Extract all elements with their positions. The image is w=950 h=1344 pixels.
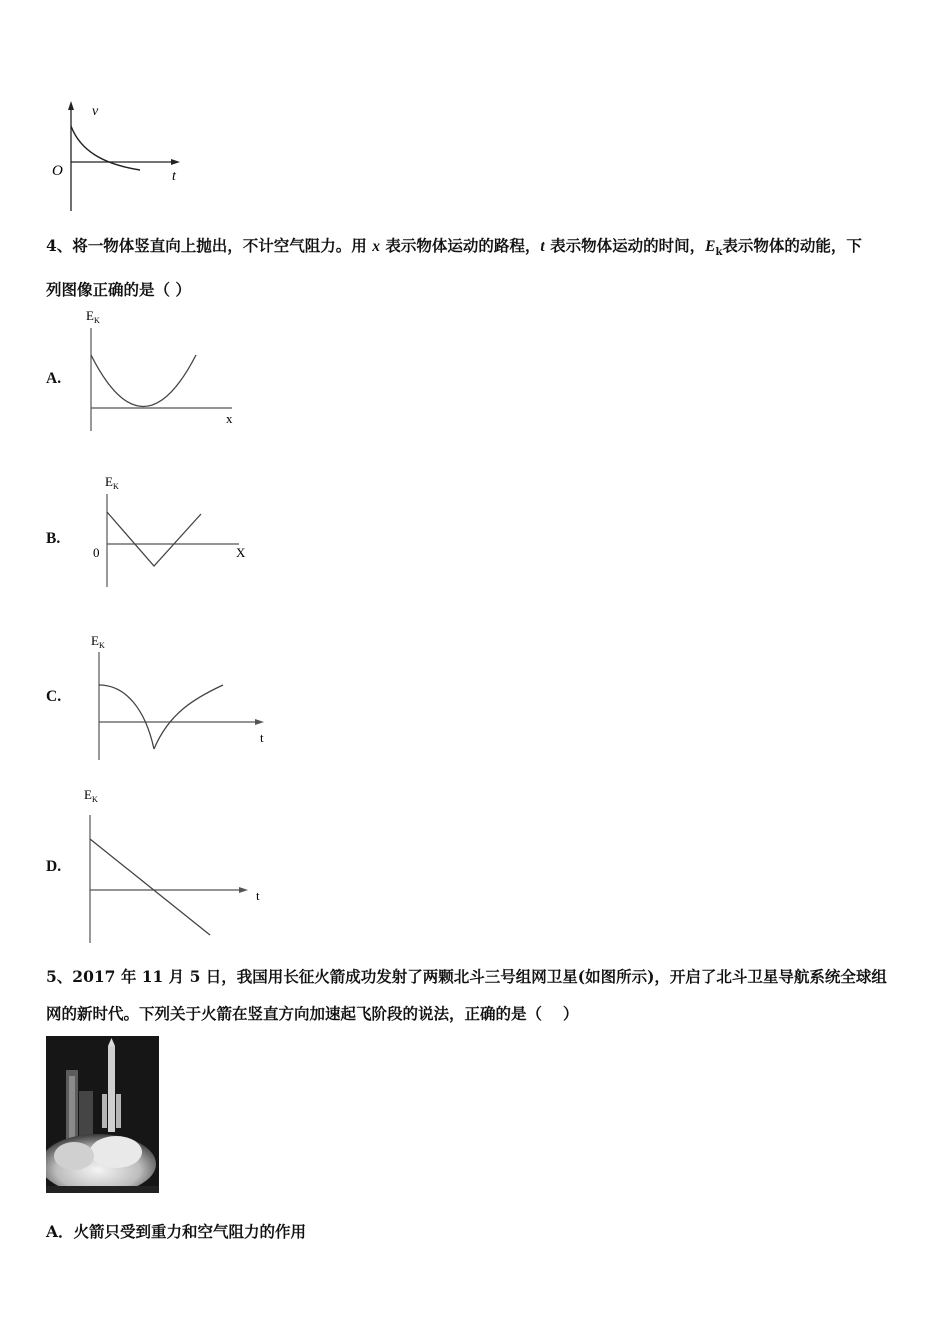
option-b-origin: 0: [93, 545, 100, 560]
option-a-y-label: $E_K$: [86, 308, 100, 325]
question-5-line-1: 5、2017 年 11 月 5 日，我国用长征火箭成功发射了两颗北斗三号组网卫星(如图所示)，开启了北斗卫星导航系统全球组: [46, 967, 887, 986]
option-d-y-label: $E_K$: [84, 787, 98, 804]
option-c-curve-down: [99, 685, 154, 749]
option-a-curve: [91, 355, 196, 407]
question-4-line-2: 列图像正确的是（ ）: [46, 280, 191, 300]
question-5-option-a[interactable]: A．火箭只受到重力和空气阻力的作用: [46, 1222, 307, 1241]
rocket-body: [108, 1046, 115, 1132]
option-d-label[interactable]: D.: [46, 858, 62, 875]
option-b-graph[interactable]: [88, 470, 258, 590]
question-4-line-1: 4、将一物体竖直向上抛出，不计空气阻力。用 x 表示物体运动的路程，t 表示物体运动的时间，$E_k$表示物体的动能，下: [46, 236, 862, 259]
option-c-y-label: $E_K$: [91, 633, 105, 650]
option-c-curve-up: [154, 685, 223, 749]
option-c-x-arrow: [255, 719, 264, 725]
option-b-line: [107, 512, 201, 566]
option-b-x-label: X: [236, 545, 246, 560]
question-5-line-2: 网的新时代。下列关于火箭在竖直方向加速起飞阶段的说法，正确的是（ ）: [46, 1004, 579, 1023]
option-a-x-label: x: [226, 411, 233, 426]
option-d-graph[interactable]: [80, 783, 280, 945]
velocity-time-graph: [40, 98, 190, 216]
option-d-line: [90, 839, 210, 935]
origin-label: O: [52, 163, 63, 179]
question-5-text: [46, 958, 908, 1032]
v-axis-arrow: [68, 101, 74, 110]
t-axis-arrow: [171, 159, 180, 165]
t-axis-label: t: [172, 169, 176, 184]
velocity-curve: [71, 126, 140, 170]
option-d-x-label: t: [256, 888, 260, 903]
option-a-graph[interactable]: [80, 305, 250, 435]
v-axis-label: v: [92, 104, 99, 119]
option-d-x-arrow: [239, 887, 248, 893]
option-b-y-label: $E_K$: [105, 474, 119, 491]
option-c-x-label: t: [260, 730, 264, 745]
option-c-label[interactable]: C.: [46, 688, 62, 705]
question-4-text: [46, 227, 908, 308]
option-a-label[interactable]: A.: [46, 370, 62, 387]
rocket-launch-photo: [46, 1036, 159, 1193]
option-c-graph[interactable]: [85, 628, 275, 763]
rocket-launch-illustration: [46, 1036, 159, 1193]
option-b-label[interactable]: B.: [46, 530, 61, 547]
